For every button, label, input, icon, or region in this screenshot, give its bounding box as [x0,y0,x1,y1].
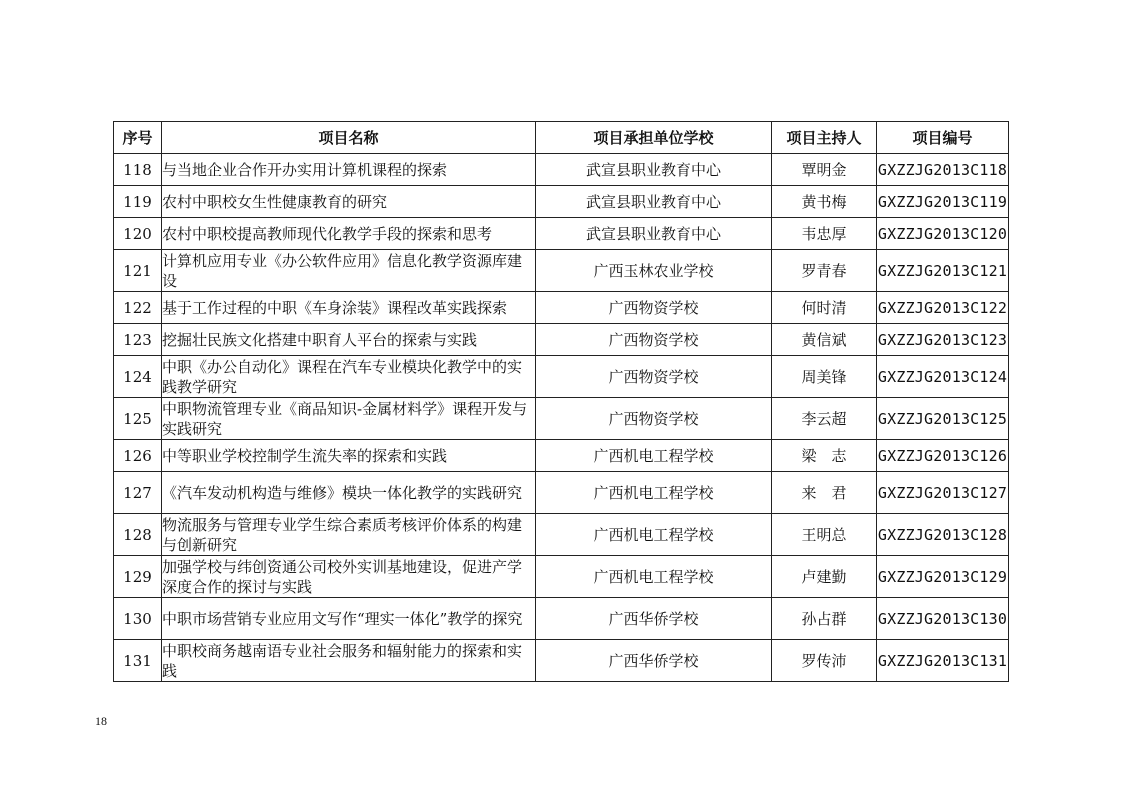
cell-undertaking-school: 广西华侨学校 [536,640,772,682]
cell-serial-number: 121 [114,250,162,292]
header-project-leader: 项目主持人 [772,122,877,154]
header-undertaking-school: 项目承担单位学校 [536,122,772,154]
cell-undertaking-school: 广西物资学校 [536,324,772,356]
cell-undertaking-school: 广西机电工程学校 [536,556,772,598]
cell-undertaking-school: 广西物资学校 [536,398,772,440]
cell-serial-number: 130 [114,598,162,640]
table-row [114,556,1009,598]
header-project-code: 项目编号 [877,122,1009,154]
table-row [114,250,1009,292]
cell-project-leader: 李云超 [772,398,877,440]
cell-serial-number: 126 [114,440,162,472]
cell-project-leader: 周美锋 [772,356,877,398]
cell-project-leader: 孙占群 [772,598,877,640]
cell-undertaking-school: 武宣县职业教育中心 [536,154,772,186]
cell-project-leader: 梁 志 [772,440,877,472]
table-row [114,292,1009,324]
cell-project-name: 农村中职校女生性健康教育的研究 [162,186,536,218]
cell-project-leader: 卢建勤 [772,556,877,598]
cell-serial-number: 125 [114,398,162,440]
table-header-row [114,122,1009,154]
cell-undertaking-school: 广西华侨学校 [536,598,772,640]
cell-project-code: GXZZJG2013C122 [877,292,1009,324]
cell-project-name: 中职市场营销专业应用文写作“理实一体化”教学的探究 [162,598,536,640]
cell-project-code: GXZZJG2013C126 [877,440,1009,472]
cell-project-code: GXZZJG2013C130 [877,598,1009,640]
table-row [114,514,1009,556]
table-row [114,154,1009,186]
cell-serial-number: 124 [114,356,162,398]
header-project-name: 项目名称 [162,122,536,154]
cell-project-code: GXZZJG2013C124 [877,356,1009,398]
cell-project-leader: 黄书梅 [772,186,877,218]
page-number: 18 [95,714,107,728]
cell-project-leader: 王明总 [772,514,877,556]
cell-undertaking-school: 广西物资学校 [536,292,772,324]
cell-serial-number: 119 [114,186,162,218]
cell-project-code: GXZZJG2013C131 [877,640,1009,682]
table-row [114,186,1009,218]
cell-undertaking-school: 广西机电工程学校 [536,472,772,514]
projects-table [113,121,1009,682]
table-row [114,218,1009,250]
cell-project-name: 中职校商务越南语专业社会服务和辐射能力的探索和实践 [162,640,536,682]
cell-project-leader: 覃明金 [772,154,877,186]
table-row [114,356,1009,398]
cell-project-name: 与当地企业合作开办实用计算机课程的探索 [162,154,536,186]
cell-project-name: 挖掘壮民族文化搭建中职育人平台的探索与实践 [162,324,536,356]
cell-undertaking-school: 广西机电工程学校 [536,514,772,556]
cell-project-code: GXZZJG2013C123 [877,324,1009,356]
cell-project-name: 农村中职校提高教师现代化教学手段的探索和思考 [162,218,536,250]
table-row [114,640,1009,682]
cell-project-name: 计算机应用专业《办公软件应用》信息化教学资源库建设 [162,250,536,292]
cell-project-leader: 罗青春 [772,250,877,292]
cell-project-leader: 韦忠厚 [772,218,877,250]
cell-project-name: 《汽车发动机构造与维修》模块一体化教学的实践研究 [162,472,536,514]
cell-project-name: 基于工作过程的中职《车身涂装》课程改革实践探索 [162,292,536,324]
cell-project-leader: 何时清 [772,292,877,324]
cell-serial-number: 122 [114,292,162,324]
cell-project-code: GXZZJG2013C128 [877,514,1009,556]
cell-project-code: GXZZJG2013C129 [877,556,1009,598]
cell-project-leader: 罗传沛 [772,640,877,682]
cell-project-name: 物流服务与管理专业学生综合素质考核评价体系的构建与创新研究 [162,514,536,556]
header-serial-number: 序号 [114,122,162,154]
cell-project-code: GXZZJG2013C119 [877,186,1009,218]
cell-undertaking-school: 武宣县职业教育中心 [536,186,772,218]
cell-project-name: 加强学校与纬创资通公司校外实训基地建设，促进产学深度合作的探讨与实践 [162,556,536,598]
cell-serial-number: 118 [114,154,162,186]
cell-undertaking-school: 武宣县职业教育中心 [536,218,772,250]
cell-project-code: GXZZJG2013C121 [877,250,1009,292]
cell-serial-number: 123 [114,324,162,356]
cell-serial-number: 128 [114,514,162,556]
cell-project-name: 中职《办公自动化》课程在汽车专业模块化教学中的实践教学研究 [162,356,536,398]
cell-serial-number: 129 [114,556,162,598]
cell-serial-number: 120 [114,218,162,250]
cell-undertaking-school: 广西玉林农业学校 [536,250,772,292]
cell-project-code: GXZZJG2013C125 [877,398,1009,440]
cell-project-code: GXZZJG2013C118 [877,154,1009,186]
cell-project-name: 中等职业学校控制学生流失率的探索和实践 [162,440,536,472]
cell-project-code: GXZZJG2013C127 [877,472,1009,514]
table-row [114,398,1009,440]
table-row [114,324,1009,356]
cell-undertaking-school: 广西机电工程学校 [536,440,772,472]
table-row [114,472,1009,514]
cell-project-leader: 来 君 [772,472,877,514]
cell-serial-number: 127 [114,472,162,514]
cell-undertaking-school: 广西物资学校 [536,356,772,398]
cell-project-code: GXZZJG2013C120 [877,218,1009,250]
cell-project-leader: 黄信斌 [772,324,877,356]
table-row [114,598,1009,640]
cell-serial-number: 131 [114,640,162,682]
cell-project-name: 中职物流管理专业《商品知识-金属材料学》课程开发与实践研究 [162,398,536,440]
table-row [114,440,1009,472]
